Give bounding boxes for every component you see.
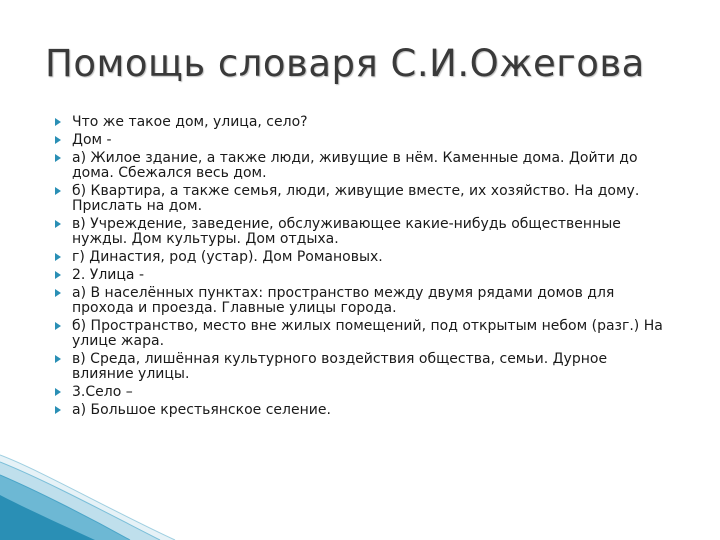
list-item: [52, 133, 672, 148]
triangle-right-icon: [55, 136, 61, 144]
list-item-text: а) Большое крестьянское селение.: [72, 402, 331, 418]
list-item: [52, 250, 672, 265]
list-item-text: в) Среда, лишённая культурного воздействия общества, семьи. Дурное влияние улицы.: [72, 351, 608, 382]
slide-title: Помощь словаря С.И.Ожегова: [45, 42, 645, 85]
list-item: [52, 151, 672, 181]
triangle-right-icon: [55, 253, 61, 261]
list-item-text: б) Квартира, а также семья, люди, живущие вместе, их хозяйство. На дому. Прислать на дом.: [72, 183, 640, 214]
list-item: [52, 319, 672, 349]
triangle-right-icon: [55, 322, 61, 330]
triangle-right-icon: [55, 355, 61, 363]
list-item: [52, 115, 672, 130]
list-item: [52, 184, 672, 214]
list-item: [52, 268, 672, 283]
list-item-text: 2. Улица -: [72, 267, 144, 283]
list-item-text: а) Жилое здание, а также люди, живущие в нём. Каменные дома. Дойти до дома. Сбежался весь дом.: [72, 150, 638, 181]
list-item-text: г) Династия, род (устар). Дом Романовых.: [72, 249, 383, 265]
list-item: [52, 217, 672, 247]
list-item-text: в) Учреждение, заведение, обслуживающее какие-нибудь общественные нужды. Дом культуры. Дом отдыха.: [72, 216, 621, 247]
list-item-text: Дом -: [72, 132, 112, 148]
list-item: [52, 352, 672, 382]
triangle-right-icon: [55, 388, 61, 396]
list-item-text: б) Пространство, место вне жилых помещений, под открытым небом (разг.) На улице жара.: [72, 318, 663, 349]
triangle-right-icon: [55, 220, 61, 228]
triangle-right-icon: [55, 187, 61, 195]
triangle-right-icon: [55, 154, 61, 162]
list-item-text: а) В населённых пунктах: пространство между двумя рядами домов для прохода и проезда. Главные улицы города.: [72, 285, 615, 316]
triangle-right-icon: [55, 271, 61, 279]
list-item-text: 3.Село –: [72, 384, 133, 400]
list-item: [52, 286, 672, 316]
list-item-text: Что же такое дом, улица, село?: [72, 114, 308, 130]
triangle-right-icon: [55, 406, 61, 414]
triangle-right-icon: [55, 289, 61, 297]
decorative-swoosh: [0, 450, 200, 540]
triangle-right-icon: [55, 118, 61, 126]
bullet-list: [52, 115, 672, 421]
list-item: [52, 403, 672, 418]
list-item: [52, 385, 672, 400]
